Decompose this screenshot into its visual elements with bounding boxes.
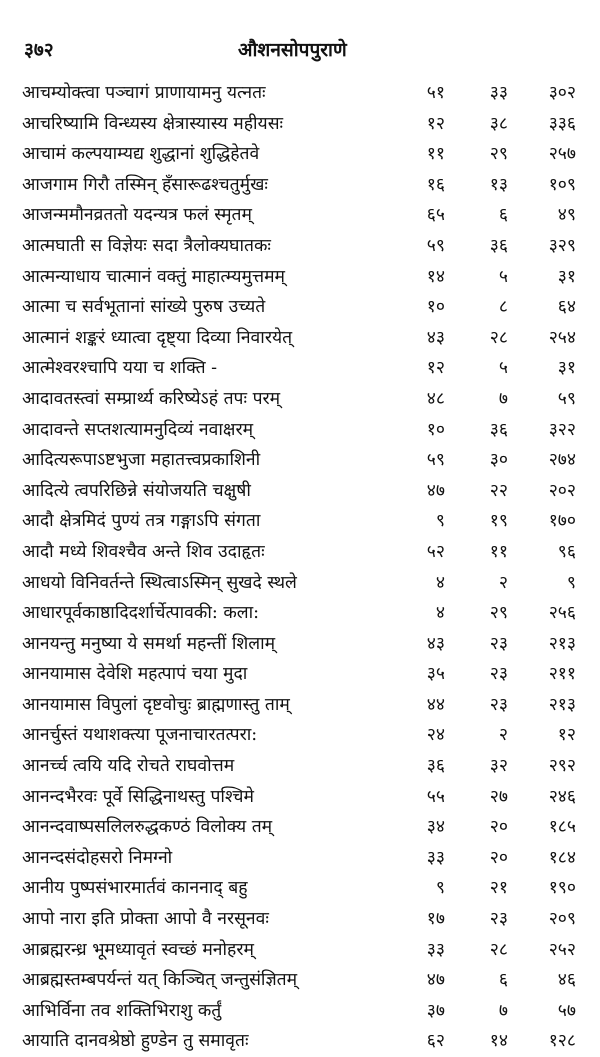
page-reference: २११ bbox=[548, 664, 576, 685]
verse-text: आदावतस्त्वां सम्प्रार्थ्य करिष्येऽहं तपः परम् bbox=[22, 388, 281, 409]
chapter-number: ३६ bbox=[426, 756, 445, 777]
page-reference: १२८ bbox=[548, 1031, 576, 1052]
verse-text: आनर्चुस्तं यथाशक्त्या पूजनाचारतत्परा: bbox=[22, 725, 258, 746]
page-reference: ३२२ bbox=[548, 419, 576, 440]
verse-number: ३६ bbox=[489, 419, 508, 440]
verse-number: २१ bbox=[489, 878, 508, 899]
verse-number: २० bbox=[489, 817, 508, 838]
page-header bbox=[0, 36, 600, 66]
verse-number: ७ bbox=[498, 1000, 508, 1021]
chapter-number: ४३ bbox=[426, 327, 445, 348]
verse-number: २३ bbox=[489, 664, 508, 685]
index-row bbox=[0, 568, 600, 599]
index-row bbox=[0, 935, 600, 966]
page-reference: ५९ bbox=[557, 388, 576, 409]
index-row bbox=[0, 843, 600, 874]
verse-number: ५ bbox=[498, 358, 508, 379]
index-row bbox=[0, 996, 600, 1027]
verse-text: आदौ क्षेत्रमिदं पुण्यं तत्र गङ्गाऽपि संगता bbox=[22, 511, 261, 532]
index-row bbox=[0, 231, 600, 262]
verse-text: आचम्योक्त्वा पञ्चागं प्राणायामनु यत्नतः bbox=[22, 83, 266, 103]
verse-text: आदित्यरूपाऽष्टभुजा महातत्त्वप्रकाशिनी bbox=[22, 450, 261, 471]
chapter-number: ४ bbox=[435, 603, 445, 624]
verse-number: ३६ bbox=[489, 235, 508, 256]
index-row bbox=[0, 720, 600, 751]
page-reference: १०९ bbox=[548, 174, 576, 195]
verse-number: १३ bbox=[489, 174, 508, 195]
chapter-number: ९ bbox=[435, 511, 445, 532]
index-row bbox=[0, 353, 600, 384]
index-row bbox=[0, 384, 600, 415]
chapter-number: ३३ bbox=[426, 939, 445, 960]
chapter-number: ४३ bbox=[426, 633, 445, 654]
verse-number: ६ bbox=[498, 970, 508, 991]
verse-text: आजन्ममौनव्रततो यदन्यत्र फलं स्मृतम् bbox=[22, 205, 252, 226]
chapter-number: ४४ bbox=[426, 694, 445, 715]
page-reference: २५२ bbox=[548, 939, 576, 960]
chapter-number: १४ bbox=[426, 266, 445, 287]
page-reference: १८५ bbox=[548, 817, 576, 838]
page-reference: २०२ bbox=[548, 480, 576, 501]
page-reference: ४९ bbox=[557, 205, 576, 226]
page-reference: १८४ bbox=[548, 847, 576, 868]
index-row bbox=[0, 139, 600, 170]
index-row bbox=[0, 812, 600, 843]
chapter-number: १६ bbox=[426, 174, 445, 195]
chapter-number: ११ bbox=[426, 144, 445, 165]
verse-text: आत्मन्याधाय चात्मानं वक्तुं माहात्म्यमुत्तमम् bbox=[22, 266, 286, 287]
verse-text: आनयामास विपुलां दृष्टवोचुः ब्राह्मणास्तु ताम् bbox=[22, 694, 290, 715]
verse-number: २८ bbox=[489, 939, 508, 960]
chapter-number: ३३ bbox=[426, 847, 445, 868]
verse-number: २३ bbox=[489, 633, 508, 654]
page-reference: १७० bbox=[548, 511, 576, 532]
index-row bbox=[0, 965, 600, 996]
chapter-number: ४७ bbox=[426, 970, 445, 991]
verse-number: २ bbox=[498, 572, 508, 593]
page-reference: ३०२ bbox=[548, 83, 576, 103]
chapter-number: ५९ bbox=[426, 450, 445, 471]
chapter-number: ४८ bbox=[426, 388, 445, 409]
page-reference: ४६ bbox=[557, 970, 576, 991]
verse-index-list bbox=[0, 78, 600, 1057]
index-row bbox=[0, 904, 600, 935]
index-row bbox=[0, 323, 600, 354]
verse-number: २ bbox=[498, 725, 508, 746]
verse-number: ७ bbox=[498, 388, 508, 409]
page-reference: २०९ bbox=[548, 909, 576, 930]
page-reference: ९ bbox=[566, 572, 576, 593]
verse-number: २० bbox=[489, 847, 508, 868]
chapter-number: ५५ bbox=[426, 786, 445, 807]
verse-number: ५ bbox=[498, 266, 508, 287]
verse-text: आदौ मध्ये शिवश्चैव अन्ते शिव उदाहृतः bbox=[22, 541, 265, 562]
index-row bbox=[0, 200, 600, 231]
verse-number: ३० bbox=[489, 450, 508, 471]
chapter-number: १७ bbox=[426, 909, 445, 930]
running-title: औशनसोपपुराणे bbox=[238, 39, 347, 61]
index-row bbox=[0, 598, 600, 629]
chapter-number: ९ bbox=[435, 878, 445, 899]
index-row bbox=[0, 873, 600, 904]
verse-text: आनन्दवाष्पसलिलरुद्धकण्ठं विलोक्य तम् bbox=[22, 817, 273, 838]
verse-text: आनन्दभैरवः पूर्वे सिद्धिनाथस्तु पश्चिमे bbox=[22, 786, 254, 807]
page-reference: ३१ bbox=[557, 358, 576, 379]
chapter-number: १२ bbox=[426, 113, 445, 134]
chapter-number: ५२ bbox=[426, 541, 445, 562]
verse-text: आनयामास देवेशि महत्पापं चया मुदा bbox=[22, 664, 248, 685]
page-reference: ५७ bbox=[557, 1000, 576, 1021]
chapter-number: ३५ bbox=[426, 664, 445, 685]
page-reference: २५७ bbox=[548, 144, 576, 165]
verse-text: आदित्ये त्वपरिछिन्ने संयोजयति चक्षुषी bbox=[22, 480, 251, 501]
verse-text: आधारपूर्वकाष्ठादिदर्शार्चेत्पावकी: कला: bbox=[22, 603, 260, 624]
index-row bbox=[0, 476, 600, 507]
page-reference: ३२९ bbox=[548, 235, 576, 256]
page-reference: २५४ bbox=[548, 327, 576, 348]
page-reference: २७४ bbox=[548, 450, 576, 471]
page-reference: ९६ bbox=[557, 541, 576, 562]
chapter-number: ४ bbox=[435, 572, 445, 593]
verse-number: २७ bbox=[489, 786, 508, 807]
chapter-number: ५९ bbox=[426, 235, 445, 256]
index-row bbox=[0, 751, 600, 782]
page-reference: २१३ bbox=[548, 694, 576, 715]
verse-number: ३८ bbox=[489, 113, 508, 134]
index-row bbox=[0, 506, 600, 537]
chapter-number: १२ bbox=[426, 358, 445, 379]
index-row bbox=[0, 1026, 600, 1057]
chapter-number: २४ bbox=[426, 725, 445, 746]
page-reference: ३३६ bbox=[548, 113, 576, 134]
page-reference: २९२ bbox=[548, 756, 576, 777]
verse-text: आब्रह्मस्तम्बपर्यन्तं यत् किञ्चित् जन्तुसंज्ञितम् bbox=[22, 970, 298, 991]
verse-number: ३२ bbox=[489, 756, 508, 777]
index-row bbox=[0, 629, 600, 660]
chapter-number: ६२ bbox=[426, 1031, 445, 1052]
verse-number: २९ bbox=[489, 603, 508, 624]
verse-text: आब्रह्मरन्ध्र भूमध्यावृतं स्वच्छं मनोहरम् bbox=[22, 939, 254, 960]
verse-number: ३३ bbox=[489, 83, 508, 103]
verse-text: आनीय पुष्पसंभारमार्तवं काननाद् बहु bbox=[22, 878, 248, 899]
verse-text: आनयन्तु मनुष्या ये समर्था महन्तीं शिलाम् bbox=[22, 633, 276, 654]
chapter-number: ४७ bbox=[426, 480, 445, 501]
verse-number: २३ bbox=[489, 694, 508, 715]
verse-text: आचरिष्यामि विन्ध्यस्य क्षेत्रास्यास्य महीयसः bbox=[22, 113, 284, 134]
index-row bbox=[0, 415, 600, 446]
index-row bbox=[0, 445, 600, 476]
verse-text: आपो नारा इति प्रोक्ता आपो वै नरसूनवः bbox=[22, 909, 269, 930]
verse-number: ६ bbox=[498, 205, 508, 226]
page-reference: ३१ bbox=[557, 266, 576, 287]
chapter-number: ५१ bbox=[426, 83, 445, 103]
index-row bbox=[0, 170, 600, 201]
verse-text: आचामं कल्पयाम्यद्य शुद्धानां शुद्धिहेतवे bbox=[22, 144, 260, 165]
index-row bbox=[0, 782, 600, 813]
page-reference: २१३ bbox=[548, 633, 576, 654]
page-reference: २४६ bbox=[548, 786, 576, 807]
chapter-number: १० bbox=[426, 419, 445, 440]
verse-text: आत्मानं शङ्करं ध्यात्वा दृष्ट्या दिव्या निवारयेत् bbox=[22, 327, 293, 348]
verse-text: आदावन्ते सप्तशत्यामनुदिव्यं नवाक्षरम् bbox=[22, 419, 254, 440]
verse-number: २३ bbox=[489, 909, 508, 930]
verse-text: आभिर्विना तव शक्तिभिराशु कर्तुं bbox=[22, 1000, 222, 1021]
index-row bbox=[0, 78, 600, 109]
index-row bbox=[0, 292, 600, 323]
verse-text: आत्मेश्वरश्चापि यया च शक्ति - bbox=[22, 358, 218, 379]
index-row bbox=[0, 109, 600, 140]
page-reference: २५६ bbox=[548, 603, 576, 624]
verse-text: आत्मा च सर्वभूतानां सांख्ये पुरुष उच्यते bbox=[22, 297, 266, 318]
index-row bbox=[0, 690, 600, 721]
verse-text: आयाति दानवश्रेष्ठो हुण्डेन तु समावृतः bbox=[22, 1031, 249, 1052]
verse-number: ८ bbox=[498, 297, 508, 318]
verse-text: आजगाम गिरौ तस्मिन् हँसारूढश्चतुर्मुखः bbox=[22, 174, 268, 195]
page-reference: ६४ bbox=[557, 297, 576, 318]
verse-text: आनर्च्च त्वयि यदि रोचते राघवोत्तम bbox=[22, 756, 235, 777]
page-number: ३७२ bbox=[24, 39, 54, 61]
verse-number: २९ bbox=[489, 144, 508, 165]
verse-text: आधयो विनिवर्तन्ते स्थित्वाऽस्मिन् सुखदे स्थले bbox=[22, 572, 297, 593]
chapter-number: ६५ bbox=[426, 205, 445, 226]
verse-number: ११ bbox=[489, 541, 508, 562]
chapter-number: १० bbox=[426, 297, 445, 318]
verse-number: १९ bbox=[489, 511, 508, 532]
index-row bbox=[0, 659, 600, 690]
verse-number: २२ bbox=[489, 480, 508, 501]
verse-text: आत्मघाती स विज्ञेयः सदा त्रैलोक्यघातकः bbox=[22, 235, 271, 256]
index-row bbox=[0, 262, 600, 293]
verse-number: १४ bbox=[489, 1031, 508, 1052]
verse-number: २८ bbox=[489, 327, 508, 348]
page-reference: १२ bbox=[557, 725, 576, 746]
verse-text: आनन्दसंदोहसरो निमग्नो bbox=[22, 847, 173, 868]
page-reference: १९० bbox=[548, 878, 576, 899]
chapter-number: ३७ bbox=[426, 1000, 445, 1021]
chapter-number: ३४ bbox=[426, 817, 445, 838]
index-row bbox=[0, 537, 600, 568]
